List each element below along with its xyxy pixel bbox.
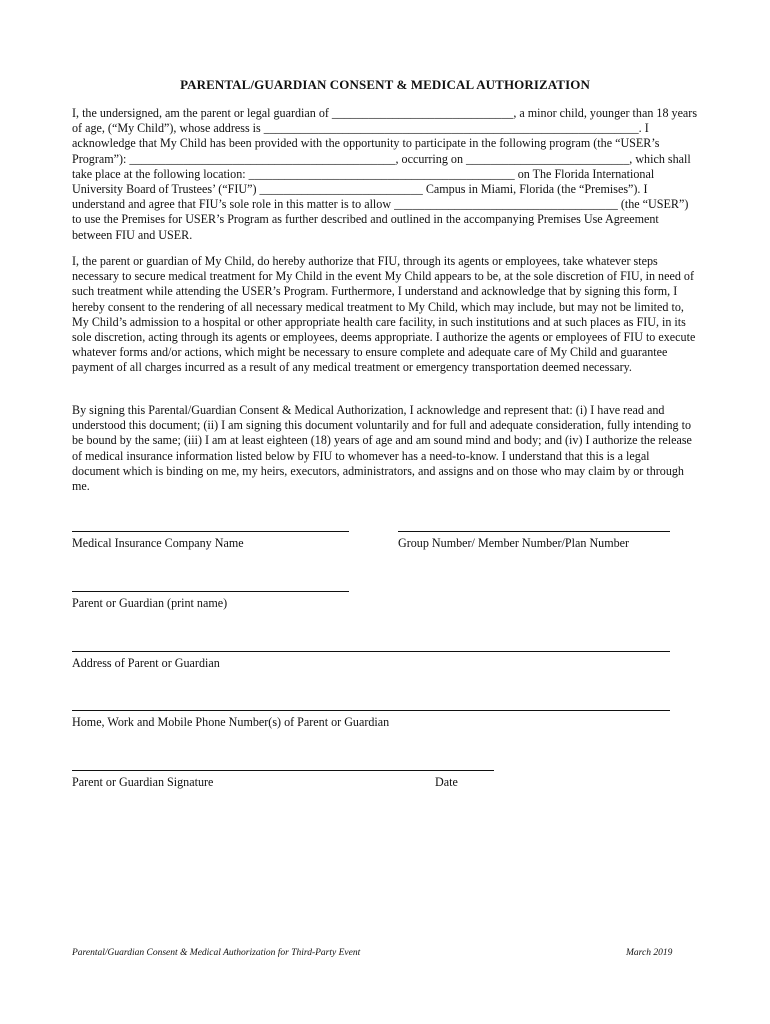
address-label: Address of Parent or Guardian [72,656,220,670]
insurance-company-line[interactable] [72,531,349,532]
phone-line[interactable] [72,710,670,711]
document-title: PARENTAL/GUARDIAN CONSENT & MEDICAL AUTHORIZATION [180,77,590,92]
print-name-line[interactable] [72,591,349,592]
address-line[interactable] [72,651,670,652]
insurance-company-label: Medical Insurance Company Name [72,536,244,550]
group-number-line[interactable] [398,531,670,532]
group-number-label: Group Number/ Member Number/Plan Number [398,536,630,550]
date-label: Date [435,775,458,789]
footer-date: March 2019 [626,948,673,958]
paragraph-medical-authorization: I, the parent or guardian of My Child, do hereby authorize that FIU, through its agents or employees, take whatever steps necessary to secure medical treatment for My Child in the event My Child appears to be, at the sole discretion of FIU, in need of such treatment while attending the USER’s Program. Furthermore, I understand and acknowledge that by signing this form, I hereby consent to the rendering of all necessary medical treatment to My Child, which may include, but may not be limited to, My Child’s admission to a hospital or other appropriate health care facility, in such institutions and at such places as FIU, in its sole discretion, acting through its agents or employees, deems appropriate. I authorize the agents or employees of FIU to execute whatever forms and/or actions, which might be necessary to ensure complete and adequate care of My Child and guarantee payment of all charges incurred as a result of any medical treatment or emergency transportation deemed necessary. [72,254,696,375]
paragraph-consent: I, the undersigned, am the parent or legal guardian of ______________________________, a minor child, younger than 18 years of age, (“My Child”), whose address is ______________________________________________________________. I acknowledge that My Child has been provided with the opportunity to participate in the following program (the “USER’s Program”): ____________________________________________, occurring on ___________________________, which shall take place at the following location: ____________________________________________ on The Florida International University Board of Trustees’ (“FIU”) ___________________________ Campus in Miami, Florida (the “Premises”). I understand and agree that FIU’s sole role in this matter is to allow _____________________________________ (the “USER”) to use the Premises for USER’s Program as further described and outlined in the accompanying Premises Use Agreement between FIU and USER. [72,106,698,242]
print-name-label: Parent or Guardian (print name) [72,596,228,610]
signature-label: Parent or Guardian Signature [72,775,214,789]
footer-document-title: Parental/Guardian Consent & Medical Authorization for Third-Party Event [72,948,361,958]
paragraph-acknowledgement: By signing this Parental/Guardian Consent & Medical Authorization, I acknowledge and represent that: (i) I have read and understood this document; (ii) I am signing this document voluntarily and for full and adequate consideration, fully intending to be bound by the same; (iii) I am at least eighteen (18) years of age and am sound mind and body; and (iv) I authorize the release of medical insurance information listed below by FIU to whomever has a need-to-know. I understand that this is a legal document which is binding on me, my heirs, executors, administrators, and assigns and on those who may claim by or through me. [72,403,692,494]
signature-line[interactable] [72,770,494,771]
phone-label: Home, Work and Mobile Phone Number(s) of Parent or Guardian [72,715,390,729]
